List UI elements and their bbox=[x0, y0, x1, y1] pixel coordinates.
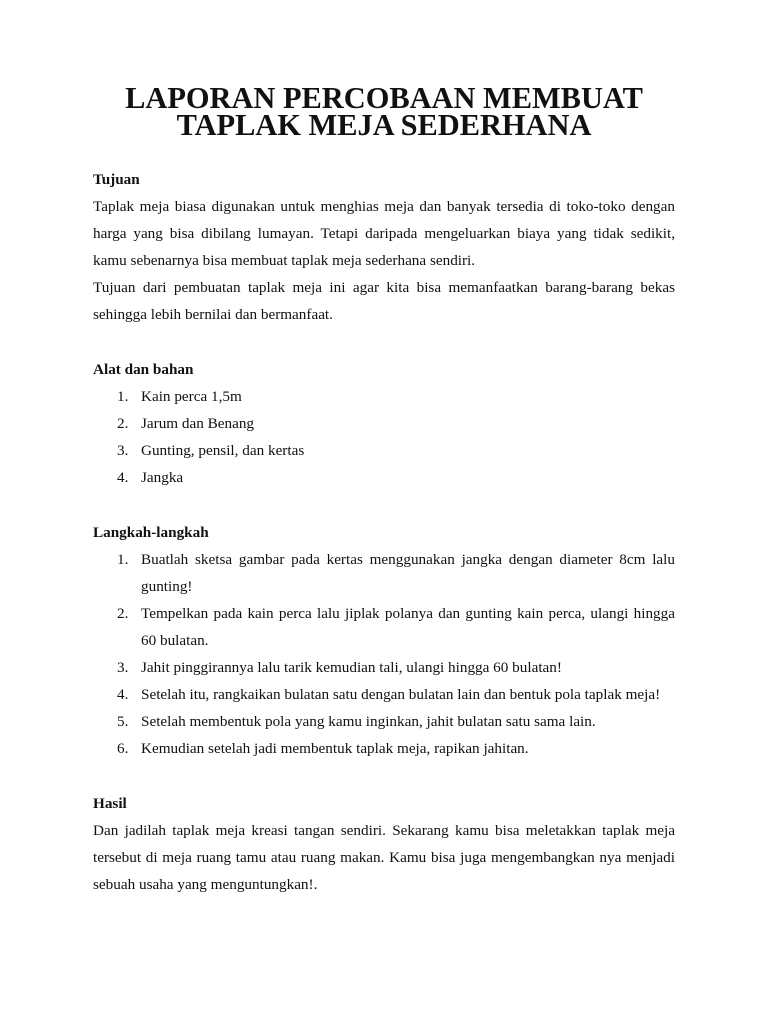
spacer bbox=[93, 491, 675, 519]
section-heading-langkah: Langkah-langkah bbox=[93, 524, 209, 541]
alat-bahan-list bbox=[93, 383, 675, 491]
list-number: 5. bbox=[117, 713, 129, 730]
list-item-text: Gunting, pensil, dan kertas bbox=[141, 442, 305, 459]
list-number: 3. bbox=[117, 659, 129, 676]
section-heading-alat-bahan: Alat dan bahan bbox=[93, 361, 194, 378]
hasil-paragraph-1: Dan jadilah taplak meja kreasi tangan sendiri. Sekarang kamu bisa meletakkan taplak meja tersebut di meja ruang tamu atau ruang makan. Kamu bisa juga mengembangkan nya menjadi sebuah usaha yang menguntungkan!. bbox=[93, 822, 675, 893]
list-item bbox=[93, 735, 675, 762]
list-number: 2. bbox=[117, 415, 129, 432]
list-item-text: Jangka bbox=[141, 469, 184, 486]
list-item-text: Jarum dan Benang bbox=[141, 415, 255, 432]
list-item bbox=[93, 654, 675, 681]
list-item bbox=[93, 383, 675, 410]
tujuan-paragraph-2: Tujuan dari pembuatan taplak meja ini agar kita bisa memanfaatkan barang-barang bekas sehingga lebih bernilai dan bermanfaat. bbox=[93, 279, 675, 323]
list-item bbox=[93, 410, 675, 437]
list-item bbox=[93, 708, 675, 735]
section-alat-bahan bbox=[93, 356, 675, 491]
list-item-text: Tempelkan pada kain perca lalu jiplak polanya dan gunting kain perca, ulangi hingga 60 bulatan. bbox=[141, 605, 675, 649]
section-heading-hasil: Hasil bbox=[93, 795, 127, 812]
spacer bbox=[93, 328, 675, 356]
list-number: 4. bbox=[117, 686, 129, 703]
list-number: 3. bbox=[117, 442, 129, 459]
list-number: 2. bbox=[117, 605, 129, 622]
list-item-text: Kemudian setelah jadi membentuk taplak meja, rapikan jahitan. bbox=[141, 740, 529, 757]
list-item bbox=[93, 681, 675, 708]
list-item-text: Setelah itu, rangkaikan bulatan satu dengan bulatan lain dan bentuk pola taplak meja! bbox=[141, 686, 661, 703]
list-item-text: Buatlah sketsa gambar pada kertas menggunakan jangka dengan diameter 8cm lalu gunting! bbox=[141, 551, 675, 595]
list-item-text: Kain perca 1,5m bbox=[141, 388, 242, 405]
list-item bbox=[93, 437, 675, 464]
section-heading-tujuan: Tujuan bbox=[93, 171, 140, 188]
list-item bbox=[93, 464, 675, 491]
section-hasil bbox=[93, 790, 675, 898]
list-number: 1. bbox=[117, 551, 129, 568]
document-title: LAPORAN PERCOBAAN MEMBUAT TAPLAK MEJA SEDERHANA bbox=[125, 81, 643, 142]
list-number: 4. bbox=[117, 469, 129, 486]
list-item-text: Jahit pinggirannya lalu tarik kemudian tali, ulangi hingga 60 bulatan! bbox=[141, 659, 562, 676]
section-langkah bbox=[93, 519, 675, 762]
spacer bbox=[93, 139, 675, 166]
list-item-text: Setelah membentuk pola yang kamu inginkan, jahit bulatan satu sama lain. bbox=[141, 713, 596, 730]
list-number: 6. bbox=[117, 740, 129, 757]
list-item bbox=[93, 546, 675, 600]
list-item bbox=[93, 600, 675, 654]
spacer bbox=[93, 762, 675, 790]
section-tujuan bbox=[93, 166, 675, 328]
document-content bbox=[93, 81, 675, 898]
tujuan-paragraph-1: Taplak meja biasa digunakan untuk menghias meja dan banyak tersedia di toko-toko dengan harga yang bisa dibilang lumayan. Tetapi daripada mengeluarkan biaya yang tidak sedikit, kamu sebenarnya bisa membuat taplak meja sederhana sendiri. bbox=[93, 198, 675, 269]
langkah-list bbox=[93, 546, 675, 762]
list-number: 1. bbox=[117, 388, 129, 405]
